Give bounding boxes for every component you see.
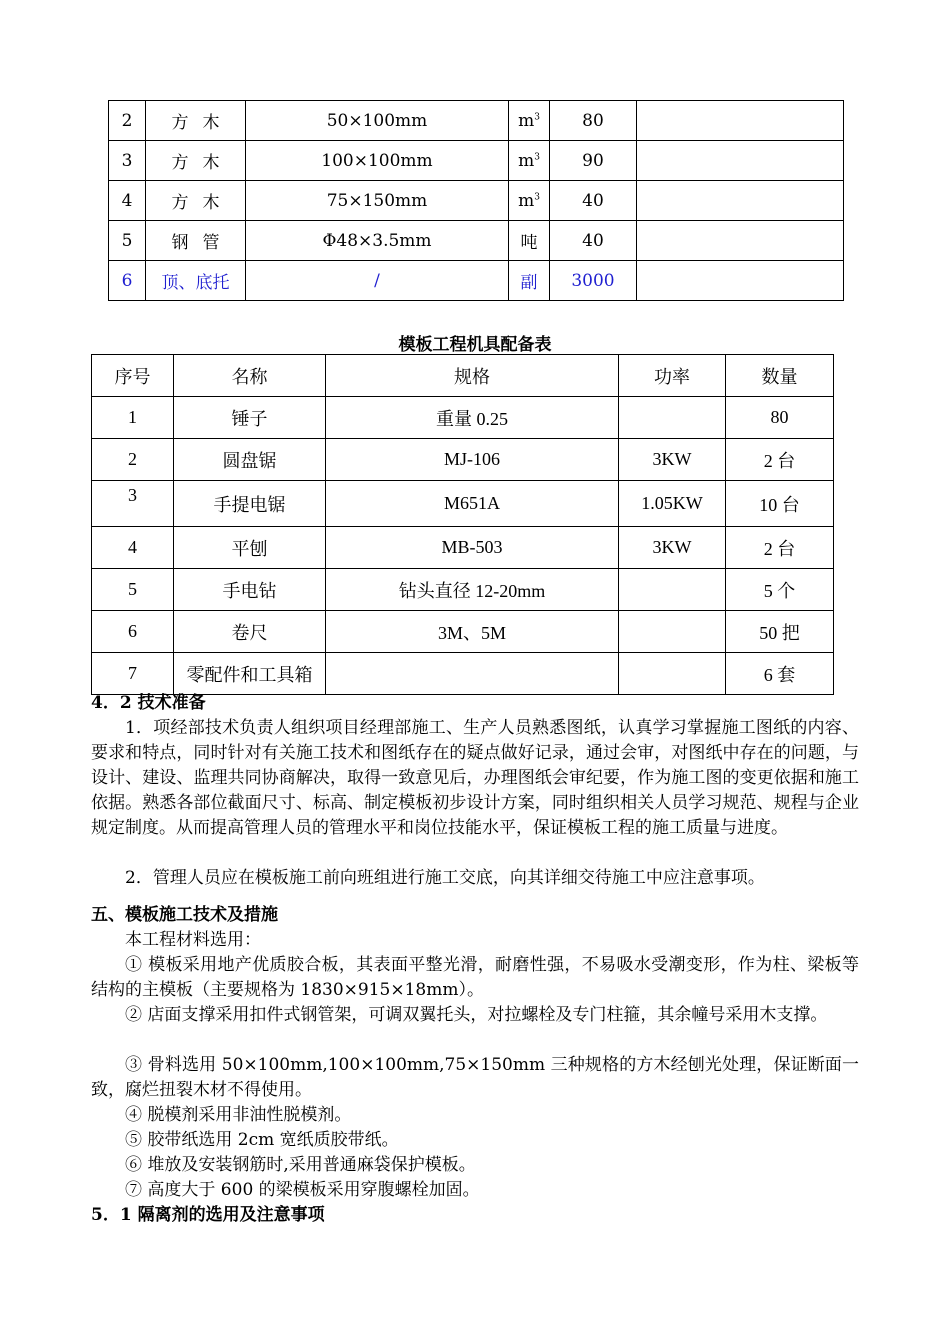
- equipment-quantity: 2 台: [726, 527, 834, 569]
- equipment-name: 平刨: [174, 527, 326, 569]
- unit-text: m: [518, 190, 535, 211]
- item-unit: [509, 181, 550, 221]
- item-name: 方木: [146, 181, 246, 221]
- materials-table: [108, 100, 844, 301]
- table-row: [92, 569, 834, 611]
- equipment-spec: 重量 0.25: [326, 397, 619, 439]
- equipment-quantity: 6 套: [726, 653, 834, 695]
- row-number: 5: [92, 569, 174, 611]
- equipment-spec: 钻头直径 12-20mm: [326, 569, 619, 611]
- header-cell: 名称: [174, 355, 326, 397]
- equipment-quantity: 2 台: [726, 439, 834, 481]
- row-number: 6: [109, 261, 146, 301]
- table-row: [92, 527, 834, 569]
- equipment-power: [619, 653, 726, 695]
- item-spec: /: [246, 261, 509, 301]
- table-row: [109, 261, 844, 301]
- row-number: 2: [92, 439, 174, 481]
- item-name: 钢管: [146, 221, 246, 261]
- item-unit: [509, 141, 550, 181]
- material-item-2: ② 店面支撑采用扣件式钢管架，可调双翼托头，对拉螺栓及专门柱箍，其余幢号采用木支撑。: [125, 1005, 828, 1025]
- item-name: 方木: [146, 141, 246, 181]
- section-heading-5-1: 5．1 隔离剂的选用及注意事项: [91, 1205, 325, 1225]
- item-note: [637, 101, 844, 141]
- equipment-power: 3KW: [619, 439, 726, 481]
- equipment-name: 圆盘锯: [174, 439, 326, 481]
- equipment-spec: M651A: [326, 481, 619, 527]
- item-unit: [509, 101, 550, 141]
- header-cell: 功率: [619, 355, 726, 397]
- material-item-1: ① 模板采用地产优质胶合板，其表面平整光滑，耐磨性强，不易吸水受潮变形，作为柱、梁板等结构的主模板（主要规格为 1830×915×18mm）。: [91, 955, 859, 1000]
- paragraph-tech-prep-2: 2．管理人员应在模板施工前向班组进行施工交底，向其详细交待施工中应注意事项。: [125, 868, 765, 888]
- item-note: [637, 141, 844, 181]
- equipment-power: [619, 569, 726, 611]
- equipment-quantity: 50 把: [726, 611, 834, 653]
- item-unit: 吨: [509, 221, 550, 261]
- equipment-spec: 3M、5M: [326, 611, 619, 653]
- material-item-7: ⑦ 高度大于 600 的梁模板采用穿腹螺栓加固。: [125, 1180, 480, 1200]
- table-row: [92, 653, 834, 695]
- item-quantity: 80: [550, 101, 637, 141]
- header-cell: 序号: [92, 355, 174, 397]
- equipment-power: 3KW: [619, 527, 726, 569]
- unit-superscript: 3: [534, 191, 540, 202]
- row-number: 1: [92, 397, 174, 439]
- material-item-6: ⑥ 堆放及安装钢筋时,采用普通麻袋保护模板。: [125, 1155, 476, 1175]
- table-row: [109, 221, 844, 261]
- item-spec: 50×100mm: [246, 101, 509, 141]
- paragraph-tech-prep-1: 1．项经部技术负责人组织项目经理部施工、生产人员熟悉图纸，认真学习掌握施工图纸的内容、要求和特点，同时针对有关施工技术和图纸存在的疑点做好记录，通过会审，对图纸中存在的问题，与设计、建设、监理共同协商解决，取得一致意见后，办理图纸会审纪要，作为施工图的变更依据和施工依据。熟悉各部位截面尺寸、标高、制定模板初步设计方案，同时组织相关人员学习规范、规程与企业规定制度。从而提高管理人员的管理水平和岗位技能水平，保证模板工程的施工质量与进度。: [91, 718, 859, 838]
- item-spec: 100×100mm: [246, 141, 509, 181]
- item-quantity: 90: [550, 141, 637, 181]
- unit-text: m: [518, 110, 535, 131]
- table-header-row: [92, 355, 834, 397]
- item-name: 方木: [146, 101, 246, 141]
- item-quantity: 40: [550, 181, 637, 221]
- item-note: [637, 181, 844, 221]
- row-number: 3: [109, 141, 146, 181]
- equipment-power: 1.05KW: [619, 481, 726, 527]
- table-row: [92, 481, 834, 527]
- row-number: 2: [109, 101, 146, 141]
- item-spec: Φ48×3.5mm: [246, 221, 509, 261]
- equipment-spec: MJ-106: [326, 439, 619, 481]
- section-heading-5: 五、模板施工技术及措施: [91, 905, 278, 925]
- row-number: 6: [92, 611, 174, 653]
- item-spec: 75×150mm: [246, 181, 509, 221]
- row-number: 4: [109, 181, 146, 221]
- unit-text: m: [518, 150, 535, 171]
- item-name: 顶、底托: [146, 261, 246, 301]
- header-cell: 规格: [326, 355, 619, 397]
- table-row: [92, 397, 834, 439]
- equipment-power: [619, 611, 726, 653]
- section-heading-4-2: 4．2 技术准备: [91, 693, 206, 713]
- header-cell: 数量: [726, 355, 834, 397]
- materials-intro: 本工程材料选用：: [125, 930, 261, 950]
- equipment-name: 手提电锯: [174, 481, 326, 527]
- material-item-4: ④ 脱模剂采用非油性脱模剂。: [125, 1105, 352, 1125]
- row-number: 7: [92, 653, 174, 695]
- equipment-quantity: 80: [726, 397, 834, 439]
- table-row: [109, 181, 844, 221]
- table-row: [109, 101, 844, 141]
- equipment-spec: MB-503: [326, 527, 619, 569]
- table-row: [109, 141, 844, 181]
- material-item-3: ③ 骨料选用 50×100mm,100×100mm,75×150mm 三种规格的方木经刨光处理，保证断面一致，腐烂扭裂木材不得使用。: [91, 1055, 859, 1100]
- item-quantity: 40: [550, 221, 637, 261]
- row-number: 4: [92, 527, 174, 569]
- equipment-name: 零配件和工具箱: [174, 653, 326, 695]
- equipment-spec: [326, 653, 619, 695]
- equipment-quantity: 10 台: [726, 481, 834, 527]
- table-row: [92, 611, 834, 653]
- row-number: 3: [92, 481, 174, 527]
- table-row: [92, 439, 834, 481]
- item-quantity: 3000: [550, 261, 637, 301]
- row-number: 5: [109, 221, 146, 261]
- material-item-5: ⑤ 胶带纸选用 2cm 宽纸质胶带纸。: [125, 1130, 399, 1150]
- item-note: [637, 261, 844, 301]
- equipment-table-caption: 模板工程机具配备表: [398, 335, 552, 355]
- unit-superscript: 3: [534, 151, 540, 162]
- equipment-name: 锤子: [174, 397, 326, 439]
- equipment-name: 卷尺: [174, 611, 326, 653]
- equipment-name: 手电钻: [174, 569, 326, 611]
- equipment-quantity: 5 个: [726, 569, 834, 611]
- equipment-power: [619, 397, 726, 439]
- equipment-table: [91, 354, 834, 695]
- unit-superscript: 3: [534, 111, 540, 122]
- item-note: [637, 221, 844, 261]
- item-unit: 副: [509, 261, 550, 301]
